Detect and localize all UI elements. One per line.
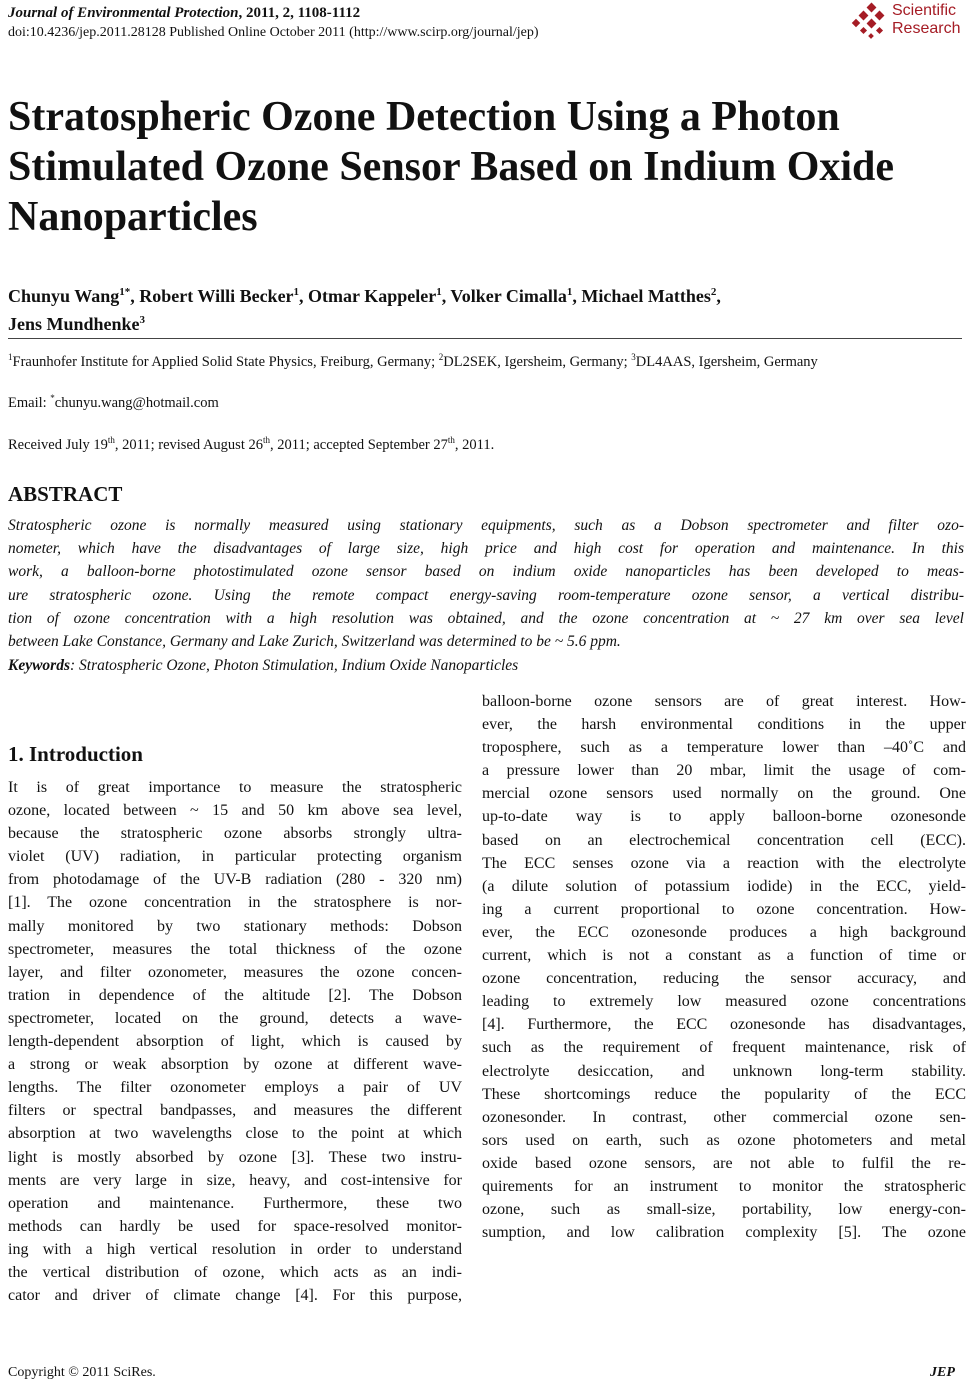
body-text-line: sors used on earth, such as ozone photometers and metal	[482, 1131, 966, 1149]
body-text-line: balloon-borne ozone sensors are of great interest. How-	[482, 693, 966, 710]
journal-abbrev: JEP	[930, 1365, 955, 1380]
body-text-line: methods can hardly be used for space-resolved monitor-	[8, 1217, 462, 1235]
body-text-line: layer, and filter ozonometer, measures the ozone concen-	[8, 963, 462, 981]
body-text-line: leading to extremely low measured ozone concentrations	[482, 993, 966, 1011]
body-text-line: cator and driver of climate change [4]. For this purpose,	[8, 1287, 462, 1305]
body-text-line: ozonesonder. In contrast, other commercial ozone sen-	[482, 1108, 966, 1126]
abstract-line: ure stratospheric ozone. Using the remote compact energy-saving room-temperature ozone sensor, a vertical distribu-	[8, 586, 964, 604]
body-text-line: quirements for an instrument to monitor the stratospheric	[482, 1177, 966, 1195]
body-text-line: light is mostly absorbed by ozone [3]. These two instru-	[8, 1148, 462, 1166]
body-text-line: based on an electrochemical concentration cell (ECC).	[482, 831, 966, 849]
email-address[interactable]: chunyu.wang@hotmail.com	[54, 394, 219, 411]
body-text-line: current, which is not a constant as a function of time or	[482, 947, 966, 965]
affiliation-mark: 1	[8, 352, 13, 362]
author-name: Robert Willi Becker	[139, 286, 294, 306]
body-text-line: absorption at two wavelengths close to the point at which	[8, 1125, 462, 1143]
body-text-line: mercial ozone sensors used normally on the ground. One	[482, 785, 966, 803]
body-text-line: ments are very large in size, heavy, and cost-intensive for	[8, 1171, 462, 1189]
author-affiliation-mark: 1*	[119, 286, 131, 298]
body-text-line: such as the requirement of frequent maintenance, risk of	[482, 1039, 966, 1057]
body-text-line: length-dependent absorption of light, which is caused by	[8, 1033, 462, 1051]
body-text-line: tration in dependence of the altitude [2]. The Dobson	[8, 986, 462, 1004]
scientific-research-logo-icon	[850, 2, 890, 42]
abstract-line: nometer, which have the disadvantages of large size, high price and high cost for operation and maintenance. In this	[8, 540, 964, 558]
body-text-line: operation and maintenance. Furthermore, these two	[8, 1194, 462, 1212]
journal-header	[8, 4, 360, 22]
doi-line: doi:10.4236/jep.2011.28128 Published Online October 2011 (http://www.scirp.org/journal/jep)	[8, 25, 539, 40]
abstract-line: tion of ozone concentration with a high resolution was obtained, and the ozone concentration at ~ 27 km over sea level	[8, 609, 964, 627]
author-affiliation-mark: 1	[293, 286, 300, 298]
publisher-name: Scientific Research	[892, 2, 961, 37]
body-text-line: ing a current proportional to ozone concentration. How-	[482, 900, 966, 918]
body-text-line: because the stratospheric ozone absorbs strongly ultra-	[8, 825, 462, 843]
affiliations	[8, 348, 958, 372]
keywords-label: Keywords	[8, 657, 70, 674]
author-affiliation-mark: 1	[566, 286, 573, 298]
author-affiliation-mark: 2	[710, 286, 717, 298]
body-text-line: violet (UV) radiation, in particular protecting organism	[8, 848, 462, 866]
journal-name: Journal of Environmental Protection	[8, 5, 239, 21]
affiliation-text: DL4AAS, Igersheim, Germany	[635, 353, 818, 370]
author-line-2	[8, 308, 958, 336]
author-separator: ,	[572, 286, 582, 306]
body-text-line: It is of great importance to measure the stratospheric	[8, 779, 462, 796]
author-name: Volker Cimalla	[450, 286, 567, 306]
affiliation-mark: 3	[631, 352, 636, 362]
body-text-line: [4]. Furthermore, the ECC ozonesonde has disadvantages,	[482, 1016, 966, 1034]
abstract-heading: ABSTRACT	[8, 482, 123, 506]
body-text-line: ing with a high vertical resolution in order to understand	[8, 1240, 462, 1258]
body-text-line: the vertical distribution of ozone, which acts as an indi-	[8, 1263, 462, 1281]
body-text-line: [1]. The ozone concentration in the stratosphere is nor-	[8, 894, 462, 912]
body-text-line: a strong or weak absorption by ozone at different wave-	[8, 1056, 462, 1074]
body-text-line: electrolyte desiccation, and unknown long-term stability.	[482, 1062, 966, 1080]
body-text-line: These shortcomings reduce the popularity of the ECC	[482, 1085, 966, 1103]
body-text-line: a pressure lower than 20 mbar, limit the usage of com-	[482, 762, 966, 780]
body-text-line: ozone concentration, reducing the sensor accuracy, and	[482, 970, 966, 988]
body-column-right	[482, 690, 966, 1244]
body-text-line: spectrometer, measures the total thickness of the ozone	[8, 940, 462, 958]
introduction-heading: 1. Introduction	[8, 742, 143, 766]
body-text-line: ever, the harsh environmental conditions in the upper	[482, 716, 966, 734]
body-text-line: oxide based ozone sensors, are not able to fulfil the re-	[482, 1154, 966, 1172]
body-text-line: ever, the ECC ozonesonde produces a high background	[482, 923, 966, 941]
abstract-body	[8, 514, 964, 653]
affiliation-text: Fraunhofer Institute for Applied Solid State Physics, Freiburg, Germany;	[12, 353, 439, 370]
author-separator: ,	[441, 286, 451, 306]
body-text-line: spectrometer, located on the ground, detects a wave-	[8, 1009, 462, 1027]
body-text-line: filters or spectral bandpasses, and measures the different	[8, 1102, 462, 1120]
author-separator: ,	[716, 286, 721, 306]
affiliation-mark: 2	[438, 352, 444, 362]
author-affiliation-mark: 1	[436, 286, 442, 298]
copyright-notice: Copyright © 2011 SciRes.	[8, 1365, 156, 1380]
abstract-line: work, a balloon-borne photostimulated ozone sensor based on indium oxide nanoparticles has been developed to meas-	[8, 563, 964, 581]
author-separator: ,	[299, 286, 309, 306]
keywords	[8, 655, 964, 677]
author-name: Chunyu Wang	[8, 286, 120, 306]
author-line-1	[8, 280, 958, 308]
keywords-text: : Stratospheric Ozone, Photon Stimulation, Indium Oxide Nanoparticles	[70, 657, 519, 674]
author-name: Otmar Kappeler	[308, 286, 437, 306]
body-text-line: mally monitored by two stationary methods: Dobson	[8, 917, 462, 935]
author-list	[8, 280, 958, 336]
author-affiliation-mark: 3	[139, 314, 146, 326]
body-column-left	[8, 776, 462, 1307]
author-separator: ,	[130, 286, 140, 306]
body-text-line: from photodamage of the UV-B radiation (280 - 320 nm)	[8, 871, 462, 889]
body-text-line: ozone, located between ~ 15 and 50 km above sea level,	[8, 802, 462, 820]
publisher-logo	[850, 0, 970, 44]
abstract-line: between Lake Constance, Germany and Lake Zurich, Switzerland was determined to be ~ 5.6 ppm.	[8, 633, 621, 651]
body-text-line: ozone, such as small-size, portability, low energy-con-	[482, 1201, 966, 1219]
author-name: Michael Matthes	[581, 286, 711, 306]
paper-title: Stratospheric Ozone Detection Using a Photon Stimulated Ozone Sensor Based on Indium Oxide Nanoparticles	[8, 94, 895, 240]
body-text-line: The ECC senses ozone via a reaction with the electrolyte	[482, 854, 966, 872]
received-dates: Received July 19th, 2011; revised August 26th, 2011; accepted September 27th, 2011.	[8, 435, 495, 453]
corresponding-email: Email: *chunyu.wang@hotmail.com	[8, 393, 219, 411]
body-text-line: lengths. The filter ozonometer employs a pair of UV	[8, 1079, 462, 1097]
body-text-line: up-to-date way is to apply balloon-borne ozonesonde	[482, 808, 966, 826]
journal-volume: , 2011, 2, 1108-1112	[238, 5, 361, 21]
abstract-line: Stratospheric ozone is normally measured using stationary equipments, such as a Dobson spectrometer and filter ozo-	[8, 517, 964, 534]
body-text-line: (a dilute solution of potassium iodide) in the ECC, yield-	[482, 877, 966, 895]
body-text-line: sumption, and low calibration complexity [5]. The ozone	[482, 1224, 966, 1242]
body-text-line: troposphere, such as a temperature lower than –40˚C and	[482, 739, 966, 757]
affiliation-text: DL2SEK, Igersheim, Germany;	[443, 353, 632, 370]
author-divider	[8, 338, 962, 339]
author-name: Jens Mundhenke	[8, 314, 140, 334]
